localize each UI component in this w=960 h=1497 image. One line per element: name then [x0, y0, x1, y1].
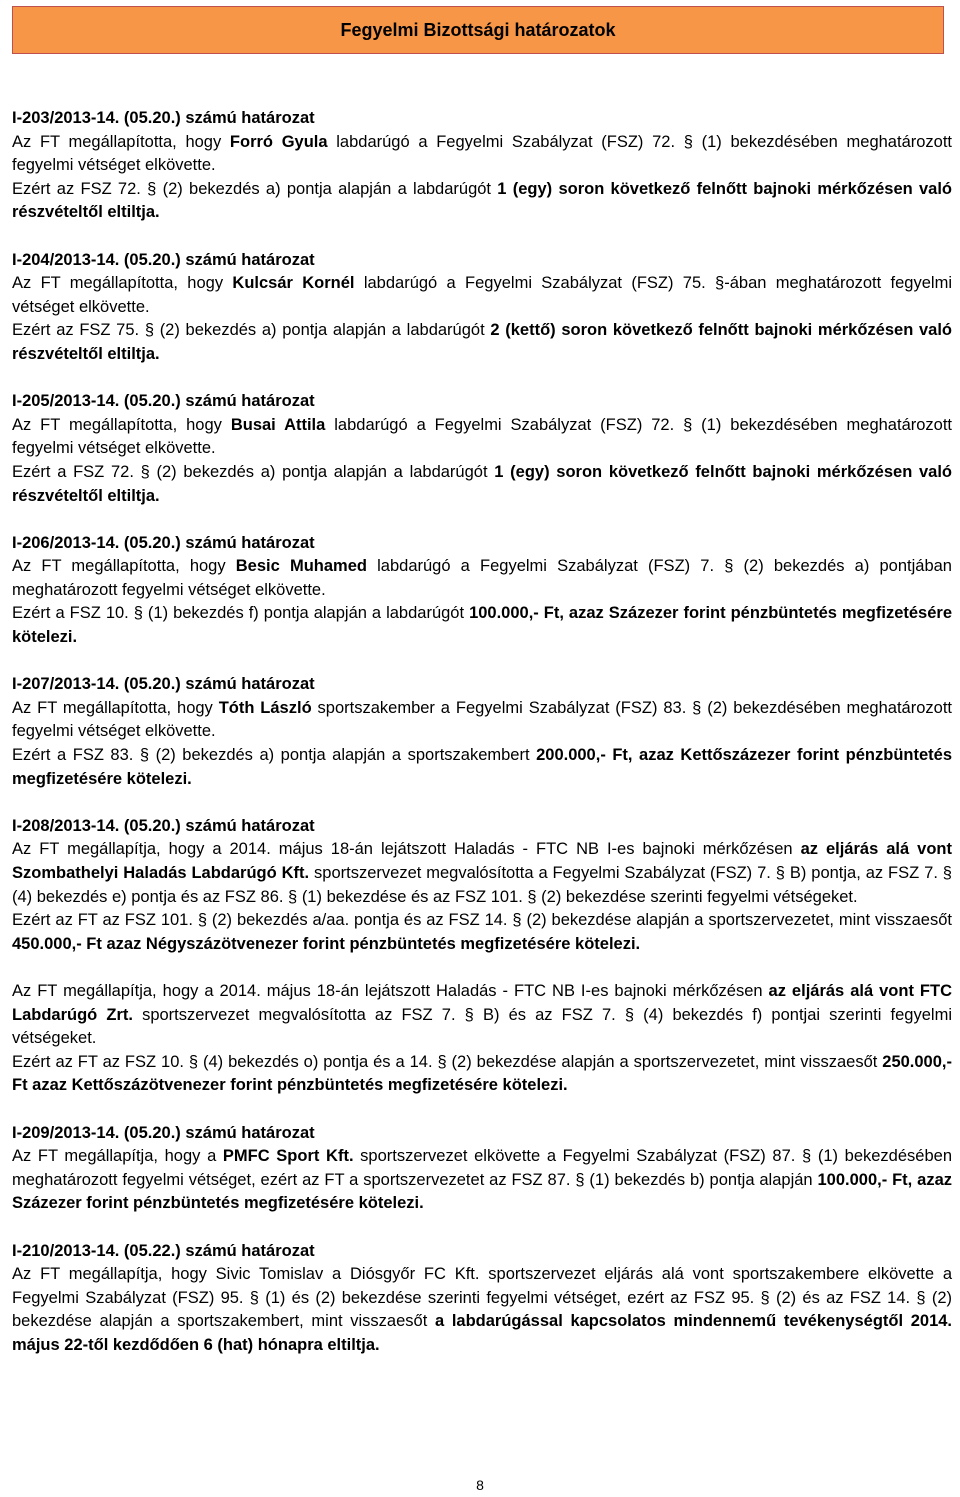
decision-block	[12, 815, 952, 1098]
emphasis-text: 100.000,- Ft, azaz Százezer forint pénzbüntetés megfizetésére kötelezi.	[12, 1170, 952, 1213]
emphasis-text: 100.000,- Ft, azaz Százezer forint pénzbüntetés megfizetésére kötelezi.	[12, 604, 952, 647]
emphasis-text: Besic Muhamed	[235, 557, 367, 576]
body-text: Ezért az FSZ 75. § (2) bekezdés a) pontja alapján a labdarúgót	[12, 321, 491, 340]
section-banner	[12, 6, 944, 54]
body-text: Az FT megállapítja, hogy a 2014. május 18-án lejátszott Haladás - FTC NB I-es bajnoki mérkőzésen	[12, 981, 769, 1000]
body-text: sportszervezet megvalósította a Fegyelmi Szabályzat (FSZ) 7. § B) pontja, az FSZ 7. § (4) bekezdés e) pontja és az FSZ 86. § (1) bekezdése és az FSZ 101. § (2) bekezdése szerinti fegyelmi vétségeket.	[12, 864, 952, 906]
decision-block	[12, 390, 952, 508]
body-text: Az FT megállapította, hogy	[12, 698, 219, 717]
body-text: labdarúgó a Fegyelmi Szabályzat (FSZ) 72. § (1) bekezdésében meghatározott fegyelmi vétséget elkövette.	[12, 132, 953, 175]
body-text: labdarúgó a Fegyelmi Szabályzat (FSZ) 7. § (2) bekezdés a) pontjában meghatározott fegyelmi vétséget elkövette.	[12, 557, 952, 599]
decisions-list	[12, 107, 952, 1381]
decision-heading: I-203/2013-14. (05.20.) számú határozat	[12, 109, 315, 127]
body-text: Ezért a FSZ 10. § (1) bekezdés f) pontja alapján a labdarúgót	[12, 604, 470, 623]
decision-heading: I-207/2013-14. (05.20.) számú határozat	[12, 675, 315, 694]
decision-block	[12, 249, 952, 367]
emphasis-text: az eljárás alá vont FTC Labdarúgó Zrt.	[12, 981, 952, 1024]
decision-paragraph	[12, 697, 952, 744]
body-text: Az FT megállapítja, hogy a 2014. május 18-án lejátszott Haladás - FTC NB I-es bajnoki mérkőzésen	[12, 840, 801, 859]
emphasis-text: 200.000,- Ft, azaz Kettőszázezer forint pénzbüntetés megfizetésére kötelezi.	[12, 746, 952, 788]
body-text: labdarúgó a Fegyelmi Szabályzat (FSZ) 72. § (1) bekezdésében meghatározott fegyelmi vétséget elkövette.	[12, 415, 953, 458]
body-text: Az FT megállapítja, hogy a	[12, 1147, 223, 1166]
decision-block	[12, 1122, 952, 1216]
decision-paragraph	[12, 1051, 952, 1098]
emphasis-text: 1 (egy) soron következő felnőtt bajnoki mérkőzésen való részvételtől eltiltja.	[12, 462, 952, 505]
decision-heading: I-204/2013-14. (05.20.) számú határozat	[12, 250, 315, 269]
decision-heading: I-210/2013-14. (05.22.) számú határozat	[12, 1241, 315, 1260]
body-text: sportszervezet elkövette a Fegyelmi Szabályzat (FSZ) 87. § (1) bekezdésében meghatározott fegyelmi vétséget, ezért az FT a sportszervezetet az FSZ 87. § (1) bekezdés b) pontja alapján	[12, 1147, 952, 1189]
emphasis-text: a labdarúgással kapcsolatos mindennemű tevékenységtől 2014. május 22-től kezdődően 6 (hat) hónapra eltiltja.	[12, 1312, 953, 1354]
decision-paragraph	[12, 602, 952, 649]
body-text: Ezért az FT az FSZ 10. § (4) bekezdés o) pontja és a 14. § (2) bekezdése alapján a sportszervezetet, mint visszaesőt	[12, 1052, 883, 1071]
emphasis-text: PMFC Sport Kft.	[222, 1147, 354, 1166]
emphasis-text: Kulcsár Kornél	[232, 274, 355, 293]
decision-paragraph	[12, 1145, 952, 1216]
emphasis-text: 250.000,- Ft azaz Kettőszázötvenezer forint pénzbüntetés megfizetésére kötelezi.	[12, 1052, 952, 1095]
body-text: sportszakember a Fegyelmi Szabályzat (FSZ) 83. § (2) bekezdésében meghatározott fegyelmi vétséget elkövette.	[12, 698, 952, 741]
body-text: sportszervezet megvalósította az FSZ 7. § B) és az FSZ 7. § (4) bekezdés f) pontjai szerinti fegyelmi vétségeket.	[12, 1005, 952, 1048]
body-text: Az FT megállapította, hogy	[12, 415, 231, 434]
decision-paragraph	[12, 131, 952, 178]
body-text: Ezért az FT az FSZ 101. § (2) bekezdés a/aa. pontja és az FSZ 14. § (2) bekezdése alapján a sportszervezetet, mint visszaesőt	[12, 911, 952, 930]
decision-block	[12, 1240, 952, 1358]
decision-block	[12, 532, 952, 650]
body-text: Az FT megállapította, hogy	[12, 274, 233, 293]
decision-heading: I-205/2013-14. (05.20.) számú határozat	[12, 392, 315, 411]
body-text: labdarúgó a Fegyelmi Szabályzat (FSZ) 75. §-ában meghatározott fegyelmi vétséget elkövette.	[12, 274, 952, 316]
body-text: Ezért a FSZ 72. § (2) bekezdés a) pontja alapján a labdarúgót	[12, 462, 495, 481]
emphasis-text: 450.000,- Ft azaz Négyszázötvenezer forint pénzbüntetés megfizetésére kötelezi.	[12, 934, 641, 953]
decision-heading: I-206/2013-14. (05.20.) számú határozat	[12, 533, 315, 552]
decision-paragraph	[12, 744, 952, 791]
emphasis-text: az eljárás alá vont Szombathelyi Haladás Labdarúgó Kft.	[12, 840, 952, 882]
decision-paragraph	[12, 178, 952, 225]
emphasis-text: Forró Gyula	[229, 132, 328, 151]
decision-paragraph	[12, 414, 952, 461]
emphasis-text: Busai Attila	[230, 415, 326, 434]
emphasis-text: 2 (kettő) soron következő felnőtt bajnoki mérkőzésen való részvételtől eltiltja.	[12, 321, 952, 363]
body-text: Ezért a FSZ 83. § (2) bekezdés a) pontja alapján a sportszakembert	[12, 746, 537, 765]
paragraph-gap	[12, 956, 952, 980]
emphasis-text: Tóth László	[218, 698, 312, 717]
body-text: Az FT megállapítja, hogy Sivic Tomislav a Diósgyőr FC Kft. sportszervezet eljárás alá vont sportszakembere elkövette a Fegyelmi Szabályzat (FSZ) 95. § (1) és (2) bekezdése szerinti fegyelmi vétséget, ezért az FSZ 95. § (2) és az FSZ 14. § (2) bekezdése alapján a sportszakembert, mint visszaesőt	[12, 1265, 952, 1331]
decision-paragraph	[12, 319, 952, 366]
emphasis-text: 1 (egy) soron következő felnőtt bajnoki mérkőzésen való részvételtől eltiltja.	[12, 179, 952, 222]
body-text: Ezért az FSZ 72. § (2) bekezdés a) pontja alapján a labdarúgót	[12, 179, 498, 198]
decision-paragraph	[12, 461, 952, 508]
decision-block	[12, 673, 952, 791]
decision-paragraph	[12, 980, 952, 1051]
decision-paragraph	[12, 555, 952, 602]
decision-paragraph	[12, 838, 952, 909]
section-title: Fegyelmi Bizottsági határozatok	[340, 19, 616, 40]
decision-paragraph	[12, 1263, 952, 1357]
decision-paragraph	[12, 909, 952, 956]
decision-paragraph	[12, 272, 952, 319]
page-number: 8	[476, 1477, 484, 1493]
body-text: Az FT megállapította, hogy	[12, 557, 236, 576]
decision-heading: I-208/2013-14. (05.20.) számú határozat	[12, 816, 315, 835]
decision-heading: I-209/2013-14. (05.20.) számú határozat	[12, 1123, 315, 1142]
body-text: Az FT megállapította, hogy	[12, 132, 230, 151]
decision-block	[12, 107, 952, 225]
